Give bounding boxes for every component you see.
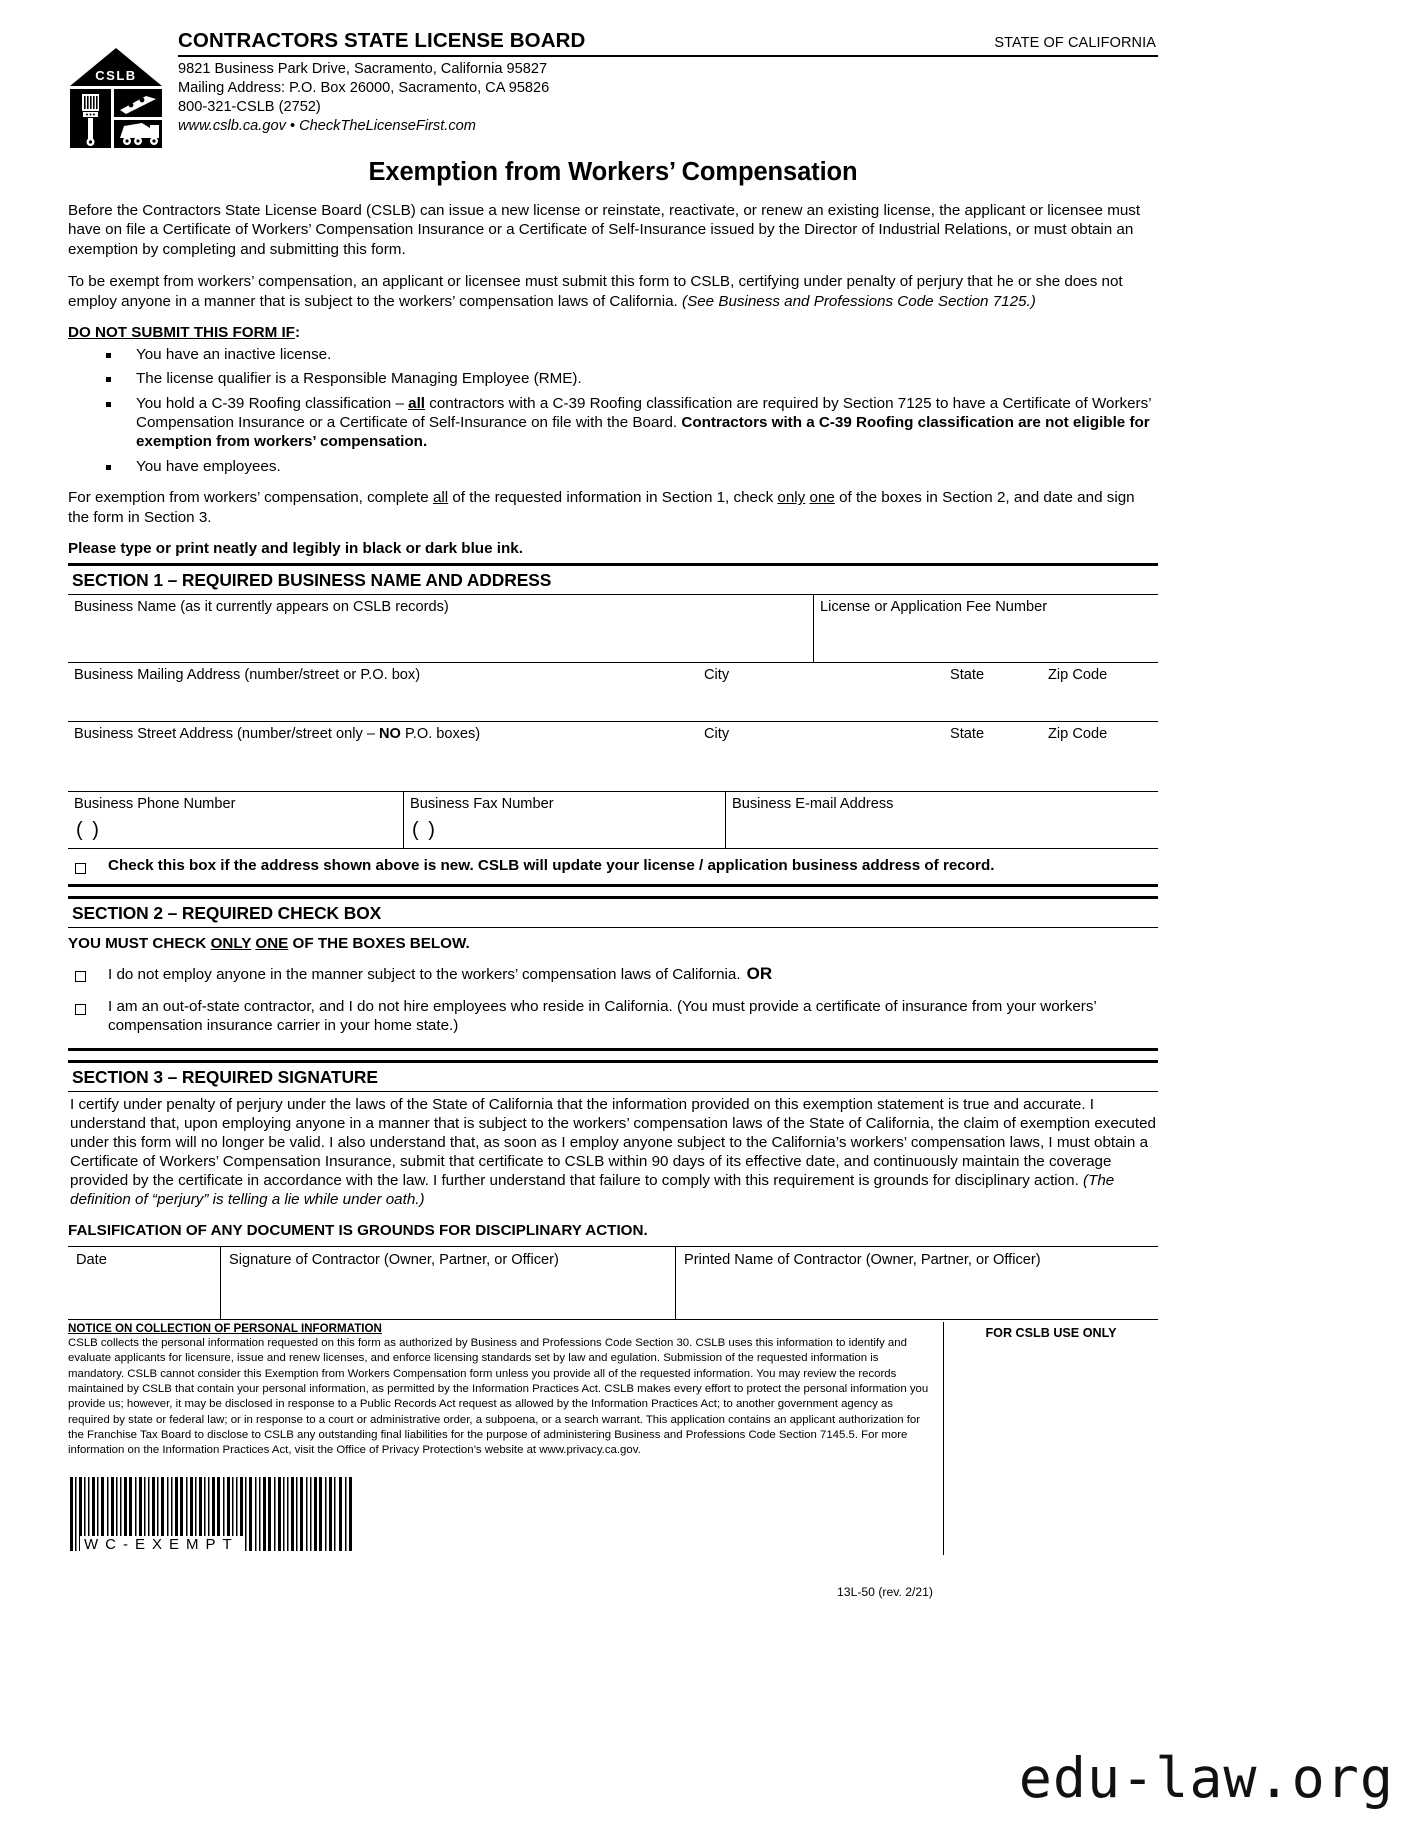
printed-name-field[interactable] — [675, 1247, 1158, 1319]
signature-table — [68, 1246, 1158, 1320]
city-label: City — [704, 666, 730, 683]
street-address-field[interactable] — [68, 722, 698, 780]
date-label: Date — [76, 1252, 107, 1269]
street-address-label-pre: Business Street Address (number/street only – — [74, 725, 379, 742]
street-city-field[interactable] — [698, 722, 944, 780]
bullet-4-text: You have employees. — [136, 457, 281, 475]
option-2-checkbox[interactable] — [68, 997, 108, 1019]
state-label: State — [950, 666, 985, 683]
must-check-only: ONLY — [210, 935, 252, 953]
printed-name-label: Printed Name of Contractor (Owner, Partner, or Officer) — [684, 1252, 1041, 1269]
section-2-bottom-rule — [68, 1048, 1158, 1051]
list-item — [68, 345, 1158, 364]
mailing-zip-field[interactable] — [1042, 663, 1158, 721]
list-item — [68, 369, 1158, 388]
business-name-field[interactable] — [68, 595, 813, 662]
new-address-row-inner — [68, 856, 1158, 878]
bullet-3-all-emph: all — [408, 394, 426, 412]
section-3 — [68, 1060, 1158, 1320]
new-address-checkbox-row[interactable] — [68, 849, 1158, 884]
option-1-or-label: OR — [746, 964, 773, 984]
business-name-row — [68, 595, 1158, 662]
license-fee-number-field[interactable] — [813, 595, 1158, 662]
business-fax-field[interactable] — [403, 792, 725, 848]
business-email-field[interactable] — [725, 792, 1158, 848]
street-zip-field[interactable] — [1042, 722, 1158, 780]
website-line: www.cslb.ca.gov • CheckTheLicenseFirst.com — [178, 117, 476, 134]
street-address-label-post: P.O. boxes) — [400, 725, 481, 742]
section-2 — [68, 896, 1158, 1050]
phone-parens: ( ) — [76, 819, 101, 842]
date-field[interactable] — [68, 1247, 220, 1319]
certification-text: I certify under penalty of perjury under the laws of the State of California that the information provided on this exemption statement is true and accurate. I understand that, upon employing anyone in a manner that is subject to the workers’ compensation laws of the State of California, the claim of exemption executed under this form will no longer be valid. I also understand that, as soon as I employ anyone subject to the California’s workers’ compensation laws, I must obtain a Certificate of Workers’ Compensation Insurance, submit that certificate to CSLB within 90 days of its effective date, and continuously maintain the coverage provided by the certificate in accordance with the law. I further understand that failure to comply with this requirement is grounds for disciplinary action. — [70, 1095, 1156, 1189]
phone-line: 800-321-CSLB (2752) — [178, 98, 321, 115]
bullet-3-pre: You hold a C-39 Roofing classification – — [136, 394, 409, 412]
print-instruction: Please type or print neatly and legibly in black or dark blue ink. — [68, 539, 523, 557]
street-state-field[interactable] — [944, 722, 1042, 780]
city-label: City — [704, 725, 730, 742]
certification-paragraph — [68, 1095, 1158, 1209]
mailing-address-label: Business Mailing Address (number/street or P.O. box) — [74, 666, 421, 683]
barcode-label: WC-EXEMPT — [80, 1536, 243, 1553]
section-3-title: SECTION 3 – REQUIRED SIGNATURE — [68, 1063, 1158, 1092]
watermark: edu-law.org — [1018, 1746, 1394, 1810]
street-address-line: 9821 Business Park Drive, Sacramento, California 95827 — [178, 60, 548, 77]
must-check-one: ONE — [255, 935, 289, 953]
intro-paragraph-2 — [68, 272, 1158, 311]
checkbox-icon[interactable] — [75, 863, 86, 874]
barcode — [68, 1477, 358, 1555]
zip-label: Zip Code — [1048, 666, 1108, 683]
bullet-3-bold: Contractors with a C-39 Roofing classification are not eligible for exemption from workers’ compensation. — [136, 414, 1150, 451]
do-not-submit-heading-text: DO NOT SUBMIT THIS FORM IF — [68, 323, 295, 341]
intro-p2-citation: (See Business and Professions Code Section 7125.) — [682, 292, 1036, 310]
intro-paragraph-3 — [68, 488, 1158, 527]
intro-paragraph-1: Before the Contractors State License Board (CSLB) can issue a new license or reinstate, reactivate, or renew an existing license, the applicant or licensee must have on file a Certificate of Workers’ Compensation Insurance or a Certificate of Self-Insurance issued by the Director of Industrial Relations, or must obtain an exemption by completing and submitting this form. — [68, 202, 1141, 258]
list-item — [68, 457, 1158, 476]
notice-heading: NOTICE ON COLLECTION OF PERSONAL INFORMATION — [68, 1322, 382, 1336]
street-address-label-no: NO — [379, 725, 401, 742]
business-phone-label: Business Phone Number — [74, 795, 236, 812]
cslb-logo — [68, 46, 164, 150]
street-address-label — [68, 722, 698, 744]
new-address-text: Check this box if the address shown above is new. CSLB will update your license / application business address of record. — [108, 856, 995, 874]
for-cslb-use-only-label: FOR CSLB USE ONLY — [985, 1326, 1117, 1341]
must-check-pre: YOU MUST CHECK — [68, 935, 211, 953]
svg-text:CSLB: CSLB — [95, 68, 137, 83]
do-not-submit-list — [68, 345, 1158, 476]
do-not-submit-colon: : — [294, 323, 301, 341]
cslb-use-only-box — [943, 1322, 1158, 1555]
mailing-city-field[interactable] — [698, 663, 944, 721]
form-revision-number: 13L-50 (rev. 2/21) — [837, 1584, 933, 1599]
contact-row — [68, 792, 1158, 848]
p3-all-emph: all — [432, 489, 449, 507]
falsification-warning: FALSIFICATION OF ANY DOCUMENT IS GROUNDS FOR DISCIPLINARY ACTION. — [68, 1222, 648, 1240]
p3-a: For exemption from workers’ compensation, complete — [68, 489, 433, 507]
fax-parens: ( ) — [412, 819, 437, 842]
document-header — [68, 30, 1158, 152]
p3-only-emph: only — [777, 489, 806, 507]
perjury-definition: (The definition of “perjury” is telling a lie while under oath.) — [70, 1172, 1115, 1209]
must-check-post: OF THE BOXES BELOW. — [288, 935, 470, 953]
mailing-address-line: Mailing Address: P.O. Box 26000, Sacramento, CA 95826 — [178, 79, 550, 96]
notice-body-text: CSLB collects the personal information requested on this form as authorized by Business and Professions Code Section 30. CSLB uses this information to identify and evaluate applicants for licensure, issue and renew licenses, and enforce licensing standards set by law and egulation. Submission of the requested information is mandatory. CSLB cannot consider this Exemption from Workers Compensation form unless you provide all of the requested information. You may review the records maintained by CSLB that contain your personal information, as permitted by the Information Practices Act. CSLB makes every effort to protect the personal information you provide us; however, it may be disclosed in response to a Public Records Act request as allowed by the Information Practices Act; to another government agency as required by state or federal law; or in response to a court or administrative order, a subpoena, or a search warrant. This application contains an applicant authorization for the Franchise Tax Board to disclose to CSLB any outstanding final liabilities for the purpose of administering Business and Professions Code Section 7145.5. For more information on the Information Practices Act, visit the Office of Privacy Protection’s website at www.privacy.ca.gov. — [68, 1337, 929, 1457]
new-address-checkbox[interactable] — [68, 856, 108, 878]
option-1-text-wrap — [108, 963, 1158, 985]
organization-name: CONTRACTORS STATE LICENSE BOARD — [178, 29, 586, 52]
license-fee-label: License or Application Fee Number — [820, 598, 1048, 615]
section-1 — [68, 563, 1158, 887]
state-of-california-label: STATE OF CALIFORNIA — [994, 34, 1156, 51]
section2-option-1[interactable] — [68, 963, 1158, 985]
bullet-3-mid: contractors with a C-39 Roofing classification are required by Section 7125 to have a Certificate of Workers’ Compensation Insurance or a Certificate of Self-Insurance on file with the Board. — [136, 394, 1152, 431]
checkbox-icon[interactable] — [75, 971, 86, 982]
intro-p2-text: To be exempt from workers’ compensation, an applicant or licensee must submit this form to CSLB, certifying under penalty of perjury that he or she does not employ anyone in a manner that is subject to the workers’ compensation laws of California. — [68, 273, 1123, 310]
state-label: State — [950, 725, 985, 742]
section-1-bottom-rule — [68, 884, 1158, 887]
do-not-submit-heading — [68, 324, 1158, 341]
section-2-title: SECTION 2 – REQUIRED CHECK BOX — [68, 899, 1158, 928]
must-check-instruction — [68, 935, 1158, 952]
business-fax-label: Business Fax Number — [410, 795, 554, 812]
option-2-text: I am an out-of-state contractor, and I do not hire employees who reside in California. (You must provide a certificate of insurance from your workers’ compensation insurance carrier in your home state.) — [108, 997, 1097, 1035]
section-1-title: SECTION 1 – REQUIRED BUSINESS NAME AND ADDRESS — [68, 566, 1158, 595]
notice-left-column — [68, 1322, 943, 1599]
street-address-row — [68, 722, 1158, 780]
bullet-1-text: You have an inactive license. — [136, 345, 332, 363]
privacy-notice — [68, 1322, 1158, 1599]
mailing-address-field[interactable] — [68, 663, 698, 721]
mailing-state-field[interactable] — [944, 663, 1042, 721]
page-title: Exemption from Workers’ Compensation — [368, 158, 858, 186]
option-1-checkbox[interactable] — [68, 963, 108, 985]
business-email-label: Business E-mail Address — [732, 795, 894, 812]
header-divider — [178, 55, 1158, 57]
signature-field[interactable] — [220, 1247, 675, 1319]
p3-one-emph: one — [809, 489, 835, 507]
mailing-address-row — [68, 663, 1158, 721]
signature-label: Signature of Contractor (Owner, Partner, or Officer) — [229, 1252, 559, 1269]
section2-option-2[interactable] — [68, 997, 1158, 1036]
option-1-text: I do not employ anyone in the manner subject to the workers’ compensation laws of California. — [108, 966, 741, 984]
checkbox-icon[interactable] — [75, 1004, 86, 1015]
list-item — [68, 394, 1158, 452]
p3-d: of the boxes in Section 2, and date and sign the form in Section 3. — [68, 489, 1135, 526]
bullet-2-text: The license qualifier is a Responsible Managing Employee (RME). — [136, 370, 582, 388]
business-name-label: Business Name (as it currently appears on CSLB records) — [74, 598, 449, 615]
p3-b: of the requested information in Section 1, check — [448, 489, 778, 507]
zip-label: Zip Code — [1048, 725, 1108, 742]
business-phone-field[interactable] — [68, 792, 403, 848]
